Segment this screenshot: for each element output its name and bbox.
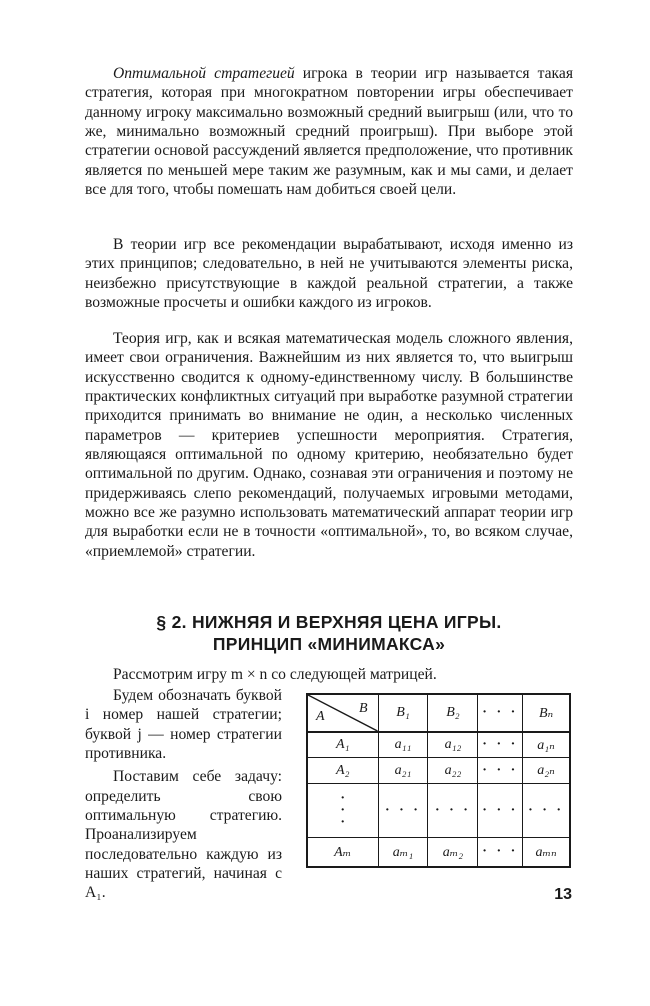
matrix-cell: a₂₁: [378, 758, 428, 784]
matrix-row: [307, 758, 570, 784]
emphasized-term: Оптимальной стратегией: [113, 65, 295, 82]
matrix-row-label: Aₘ: [307, 838, 378, 867]
matrix-header-cell: Bₙ: [523, 694, 570, 732]
section-heading: [85, 611, 573, 655]
matrix-row-label: · · ·: [307, 784, 378, 838]
matrix-header-cell: B₂: [428, 694, 478, 732]
section-heading-line-1: § 2. НИЖНЯЯ И ВЕРХНЯЯ ЦЕНА ИГРЫ.: [156, 612, 502, 632]
matrix-header-cell: B₁: [378, 694, 428, 732]
matrix-cell: a₂ₙ: [523, 758, 570, 784]
matrix-cell: a₁₁: [378, 732, 428, 758]
matrix-header-row: [307, 694, 570, 732]
matrix-row: [307, 838, 570, 867]
matrix-cell: a₁₂: [428, 732, 478, 758]
payoff-matrix-table: [306, 693, 571, 868]
matrix-cell: · · ·: [478, 784, 523, 838]
matrix-cell: · · ·: [478, 758, 523, 784]
payoff-matrix: [306, 693, 571, 868]
matrix-row-label: A₂: [307, 758, 378, 784]
paragraph-2-text: В теории игр все рекомендации вырабатывают, исходя именно из этих принципов; следовательно, в ней не учитываются элементы риска, неизбежно присутствующие в каждой реальной стратегии, а также возможные просчеты и ошибки каждого из игроков.: [85, 236, 573, 312]
matrix-cell: · · ·: [523, 784, 570, 838]
matrix-row-label: A₁: [307, 732, 378, 758]
paragraph-2: [85, 235, 573, 312]
matrix-cell: aₘₙ: [523, 838, 570, 867]
matrix-cell: · · ·: [478, 838, 523, 867]
matrix-cell: a₁ₙ: [523, 732, 570, 758]
page-number: 13: [554, 886, 572, 903]
paragraph-3: [85, 329, 573, 561]
left-column-paragraph-1: Будем обозначать буквой i номер нашей стратегии; буквой j — номер стратегии противника.: [85, 687, 282, 763]
matrix-cell: · · ·: [378, 784, 428, 838]
paragraph-1: [85, 64, 573, 199]
matrix-cell: · · ·: [478, 732, 523, 758]
intro-sentence: Рассмотрим игру m × n со следующей матрицей.: [113, 666, 437, 683]
left-column-text: [85, 686, 282, 903]
paragraph-3-text: Теория игр, как и всякая математическая модель сложного явления, имеет свои ограничения. Важнейшим из них является то, что выигрыш искусственно сводится к одному-единственному числу. В большинстве практических конфликтных ситуаций при выработке разумной стратегии приходится принимать во внимание не один, а несколько численных параметров — критериев успешности мероприятия. Стратегия, являющаяся оптимальной по одному критерию, необязательно будет оптимальной по другим. Однако, сознавая эти ограничения и поэтому не придерживаясь слепо рекомендаций, получаемых игровыми методами, можно все же разумно использовать математический аппарат теории игр для выработки если не в точности «оптимальной», то, во всяком случае, «приемлемой» стратегии.: [85, 330, 573, 560]
corner-label-a: A: [316, 709, 325, 725]
section-heading-line-2: ПРИНЦИП «МИНИМАКСА»: [212, 634, 446, 654]
corner-label-b: B: [358, 701, 368, 716]
matrix-row: [307, 732, 570, 758]
matrix-cell: aₘ₁: [378, 838, 428, 867]
left-column-paragraph-2: Поставим себе задачу: определить свою оптимальную стратегию. Проанализируем последовательно каждую из наших стратегий, начиная с A₁.: [85, 768, 282, 902]
paragraph-1-text: игрока в теории игр называется такая стратегия, которая при многократном повторении игры обеспечивает данному игроку максимально возможный средний выигрыш (или, что то же, минимально возможный средний проигрыш). При выборе этой стратегии основой рассуждений является предположение, что противник является по меньшей мере таким же разумным, как и мы сами, и делает все для того, чтобы помешать нам добиться своей цели.: [85, 65, 573, 199]
matrix-cell: a₂₂: [428, 758, 478, 784]
matrix-corner-cell: [307, 694, 378, 732]
matrix-cell: aₘ₂: [428, 838, 478, 867]
matrix-header-cell: · · ·: [478, 694, 523, 732]
matrix-row: [307, 784, 570, 838]
matrix-cell: · · ·: [428, 784, 478, 838]
